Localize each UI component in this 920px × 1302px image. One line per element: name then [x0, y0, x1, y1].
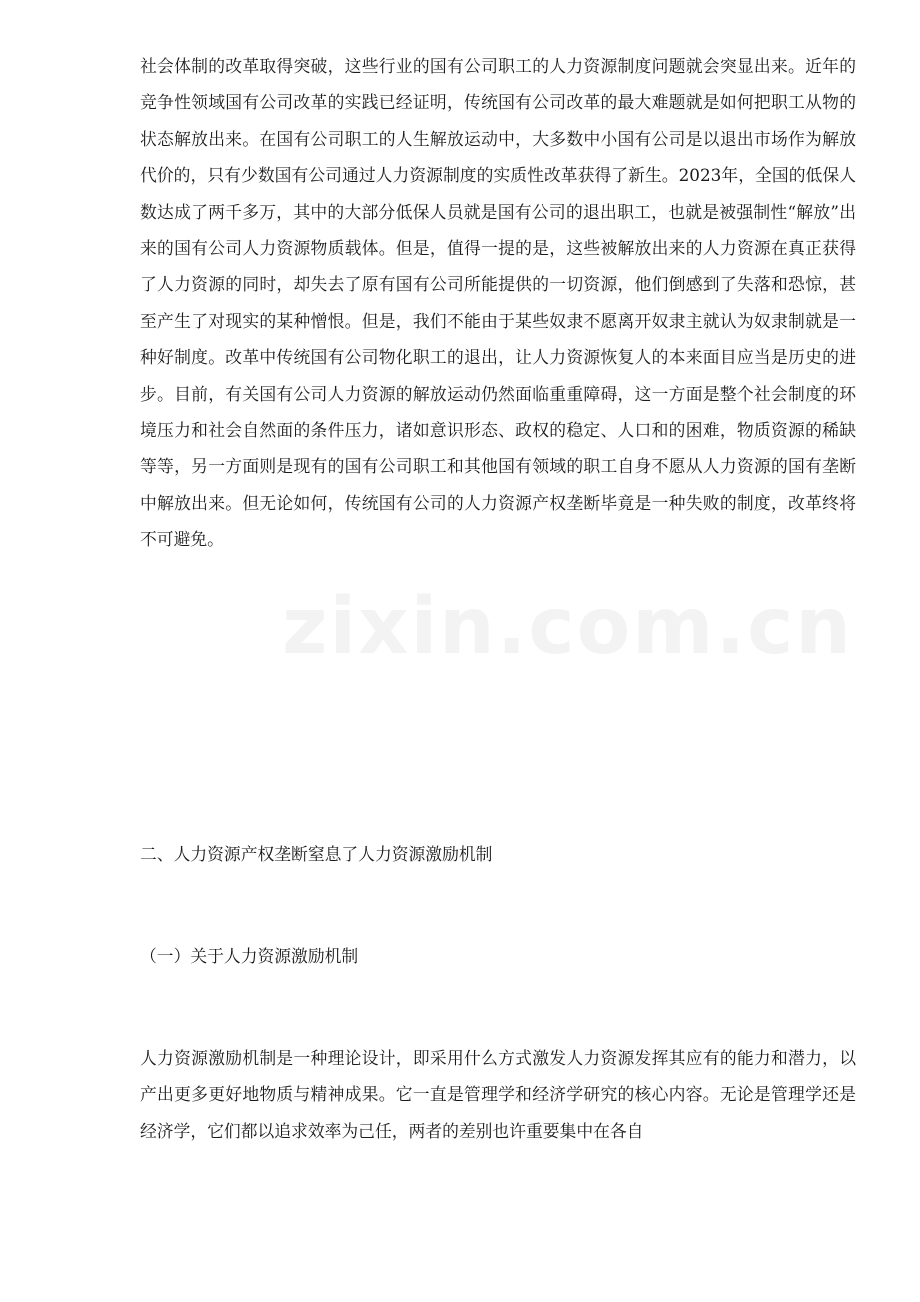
body-paragraph-2: 人力资源激励机制是一种理论设计，即采用什么方式激发人力资源发挥其应有的能力和潜力，以产出更多更好地物质与精神成果。它一直是管理学和经济学研究的核心内容。无论是管理学还是经济学，它们都以追求效率为己任，两者的差别也许重要集中在各自 — [140, 1048, 856, 1141]
body-paragraph-1: 社会体制的改革取得突破，这些行业的国有公司职工的人力资源制度问题就会突显出来。近年的竞争性领域国有公司改革的实践已经证明，传统国有公司改革的最大难题就是如何把职工从物的状态解放出来。在国有公司职工的人生解放运动中，大多数中小国有公司是以退出市场作为解放代价的，只有少数国有公司通过人力资源制度的实质性改革获得了新生。2023年，全国的低保人数达成了两千多万，其中的大部分低保人员就是国有公司的退出职工，也就是被强制性“解放”出来的国有公司人力资源物质载体。但是，值得一提的是，这些被解放出来的人力资源在真正获得了人力资源的同时，却失去了原有国有公司所能提供的一切资源，他们倒感到了失落和恐惊，甚至产生了对现实的某种憎恨。但是，我们不能由于某些奴隶不愿离开奴隶主就认为奴隶制就是一种好制度。改革中传统国有公司物化职工的退出，让人力资源恢复人的本来面目应当是历史的进步。目前，有关国有公司人力资源的解放运动仍然面临重重障碍，这一方面是整个社会制度的环境压力和社会自然面的条件压力，诸如意识形态、政权的稳定、人口和的困难，物质资源的稀缺等等，另一方面则是现有的国有公司职工和其他国有领域的职工自身不愿从人力资源的国有垄断中解放出来。但无论如何，传统国有公司的人力资源产权垄断毕竟是一种失败的制度，改革终将不可避免。 — [140, 56, 856, 550]
subsection-heading: （一）关于人力资源激励机制 — [140, 946, 359, 966]
watermark: zixin.com.cn — [282, 582, 853, 672]
section-heading: 二、人力资源产权垄断窒息了人力资源激励机制 — [140, 844, 493, 864]
